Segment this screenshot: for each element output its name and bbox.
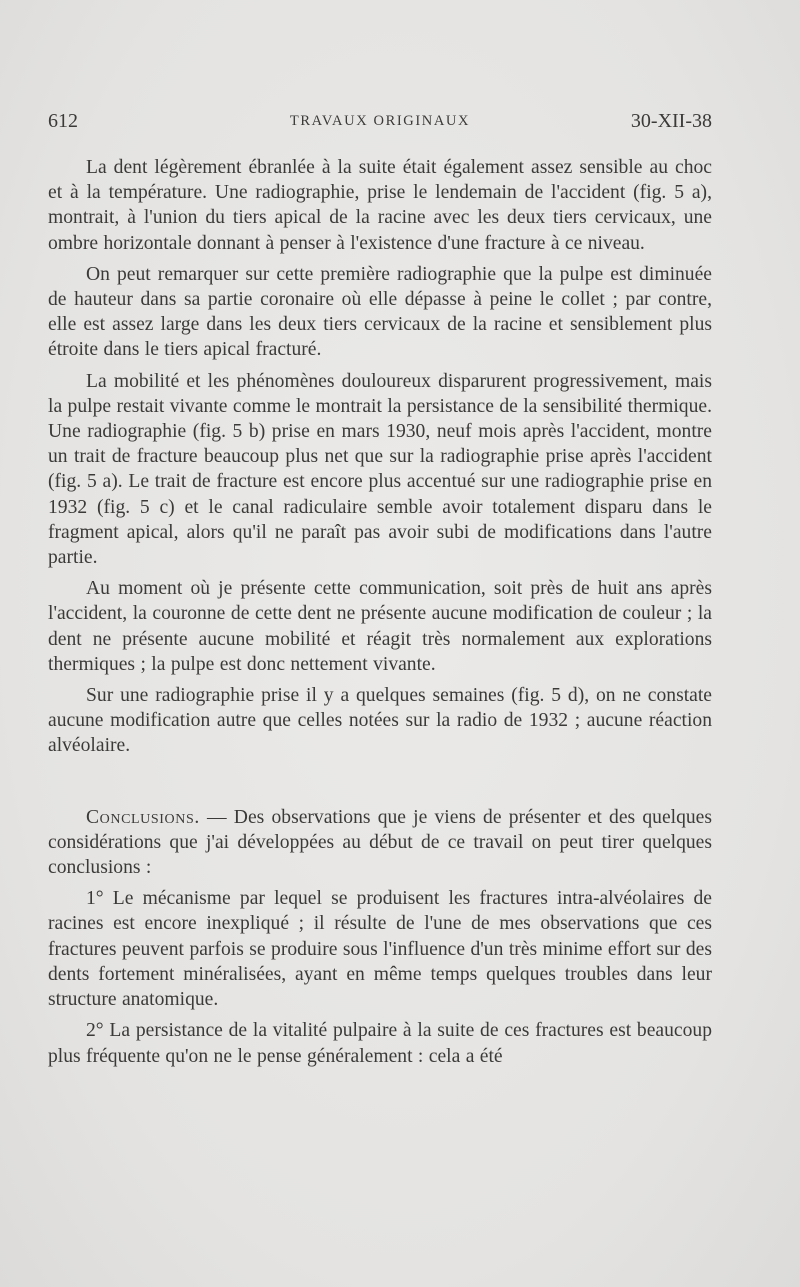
conclusions-section: [48, 805, 712, 1069]
conclusions-heading: Conclusions.: [86, 806, 200, 828]
paragraph: Sur une radiographie prise il y a quelques semaines (fig. 5 d), on ne constate aucune modification autre que celles notées sur la radio de 1932 ; aucune réaction alvéolaire.: [48, 685, 712, 757]
paragraph: On peut remarquer sur cette première radiographie que la pulpe est diminuée de hauteur dans sa partie coronaire où elle dépasse à peine le collet ; par contre, elle est assez large dans les deux tiers cervicaux de la racine et sensiblement plus étroite dans le tiers apical fracturé.: [48, 263, 712, 361]
conclusion-item: 1° Le mécanisme par lequel se produisent les fractures intra-alvéolaires de racines est encore inexpliqué ; il résulte de l'une de mes observations que ces fractures peuvent parfois se produire sous l'influence d'un très minime effort sur des dents fortement minéralisées, ayant en même temps quelques troubles dans leur structure anatomique.: [48, 888, 712, 1011]
paragraph: La dent légèrement ébranlée à la suite était également assez sensible au choc et à la température. Une radiographie, prise le lendemain de l'accident (fig. 5 a), montrait, à l'union du tiers apical de la racine avec les deux tiers cervicaux, une ombre horizontale donnant à penser à l'existence d'une fracture à ce niveau.: [48, 157, 712, 254]
running-title: TRAVAUX ORIGINAUX: [289, 113, 471, 129]
page-header: [48, 106, 712, 136]
conclusions-intro-paragraph: [48, 805, 712, 881]
paragraph: La mobilité et les phénomènes douloureux disparurent progressivement, mais la pulpe restait vivante comme le montrait la persistance de la sensibilité thermique. Une radiographie (fig. 5 b) prise en mars 1930, neuf mois après l'accident, montre un trait de fracture beaucoup plus net que sur la radiographie prise après l'accident (fig. 5 a). Le trait de fracture est encore plus accentué sur une radiographie prise en 1932 (fig. 5 c) et le canal radiculaire semble avoir totalement disparu dans le fragment apical, alors qu'il ne paraît pas avoir subi de modifications dans l'autre partie.: [48, 370, 712, 569]
body-text: [48, 155, 712, 1069]
header-date: 30-XII-38: [630, 110, 712, 132]
page-number: 612: [48, 110, 78, 132]
conclusions-intro: — Des observations que je viens de présenter et des quelques considérations que j'ai développées au début de ce travail on peut tirer quelques conclusions :: [48, 806, 712, 879]
conclusion-item: 2° La persistance de la vitalité pulpaire à la suite de ces fractures est beaucoup plus fréquente qu'on ne le pense généralement : cela a été: [48, 1020, 712, 1067]
paragraph: Au moment où je présente cette communication, soit près de huit ans après l'accident, la couronne de cette dent ne présente aucune modification de couleur ; la dent ne présente aucune mobilité et réagit très normalement aux explorations thermiques ; la pulpe est donc nettement vivante.: [48, 578, 712, 675]
